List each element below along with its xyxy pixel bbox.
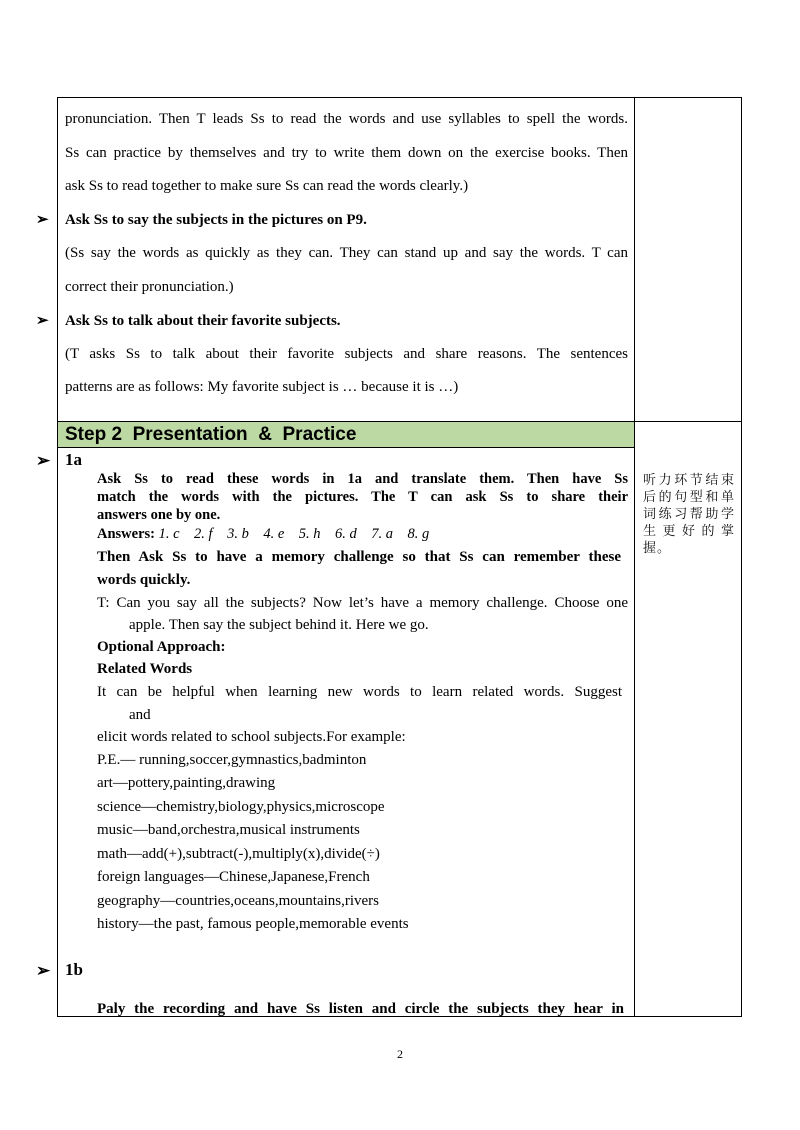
arrow-bullet-icon: ➢ (36, 212, 49, 228)
column-divider (634, 97, 635, 1017)
task-favorite-line-1: (T asks Ss to talk about their favorite subjects and share reasons. The sentences (65, 346, 628, 362)
section-1b-instr: Paly the recording and have Ss listen and circle the subjects they hear in (97, 1001, 624, 1017)
section-1a-answers (97, 525, 429, 543)
arrow-bullet-icon: ➢ (36, 451, 51, 470)
task-subjects-heading: Ask Ss to say the subjects in the pictures on P9. (65, 212, 367, 228)
related-help-line-1: It can be helpful when learning new words to learn related words. Suggest (97, 684, 622, 700)
memory-challenge-line-2: words quickly. (97, 572, 191, 588)
example-geography: geography—countries,oceans,mountains,rivers (97, 893, 380, 909)
task-subjects-line-2: correct their pronunciation.) (65, 279, 234, 295)
continued-line-2: Ss can practice by themselves and try to write them down on the exercise books. Then (65, 145, 628, 161)
related-words-heading: Related Words (97, 661, 193, 677)
section-1a-instr-3: answers one by one. (97, 507, 221, 523)
example-science: science—chemistry,biology,physics,microscope (97, 799, 385, 815)
section-1a-label: 1a (65, 450, 82, 469)
teacher-line-1: T: Can you say all the subjects? Now let’s have a memory challenge. Choose one (97, 595, 628, 611)
page-number: 2 (397, 1047, 403, 1061)
example-history: history—the past, famous people,memorable events (97, 916, 409, 932)
answers-list: 1. c 2. f 3. b 4. e 5. h 6. d 7. a 8. g (158, 526, 430, 542)
section-1b-label: 1b (65, 960, 83, 979)
continued-line-3: ask Ss to read together to make sure Ss can read the words clearly.) (65, 178, 469, 194)
related-help-line-2: and (129, 707, 151, 723)
optional-approach-heading: Optional Approach: (97, 639, 226, 655)
arrow-bullet-icon: ➢ (36, 313, 49, 329)
memory-challenge-line-1: Then Ask Ss to have a memory challenge so that Ss can remember these (97, 549, 621, 565)
related-help-line-3: elicit words related to school subjects.For example: (97, 729, 406, 745)
task-favorite-heading: Ask Ss to talk about their favorite subjects. (65, 313, 341, 329)
example-art: art—pottery,painting,drawing (97, 775, 276, 791)
side-note: 听力环节结束后的句型和单词练习帮助学生更好的掌握。 (643, 473, 735, 556)
example-math: math—add(+),subtract(-),multiply(x),divide(÷) (97, 846, 380, 862)
section-1a-instr-1: Ask Ss to read these words in 1a and translate them. Then have Ss (97, 471, 628, 487)
continued-line-1: pronunciation. Then T leads Ss to read the words and use syllables to spell the words. (65, 111, 628, 127)
answers-label: Answers: (97, 526, 155, 542)
section-1a-instr-2: match the words with the pictures. The T can ask Ss to share their (97, 489, 628, 505)
step-2-header: Step 2 Presentation & Practice (58, 422, 634, 448)
example-pe: P.E.— running,soccer,gymnastics,badminton (97, 752, 367, 768)
arrow-bullet-icon: ➢ (36, 961, 51, 980)
example-music: music—band,orchestra,musical instruments (97, 822, 360, 838)
teacher-line-2: apple. Then say the subject behind it. Here we go. (129, 617, 429, 633)
example-foreign-languages: foreign languages—Chinese,Japanese,French (97, 869, 370, 885)
task-favorite-line-2: patterns are as follows: My favorite subject is … because it is …) (65, 379, 459, 395)
task-subjects-line-1: (Ss say the words as quickly as they can. They can stand up and say the words. T can (65, 245, 628, 261)
